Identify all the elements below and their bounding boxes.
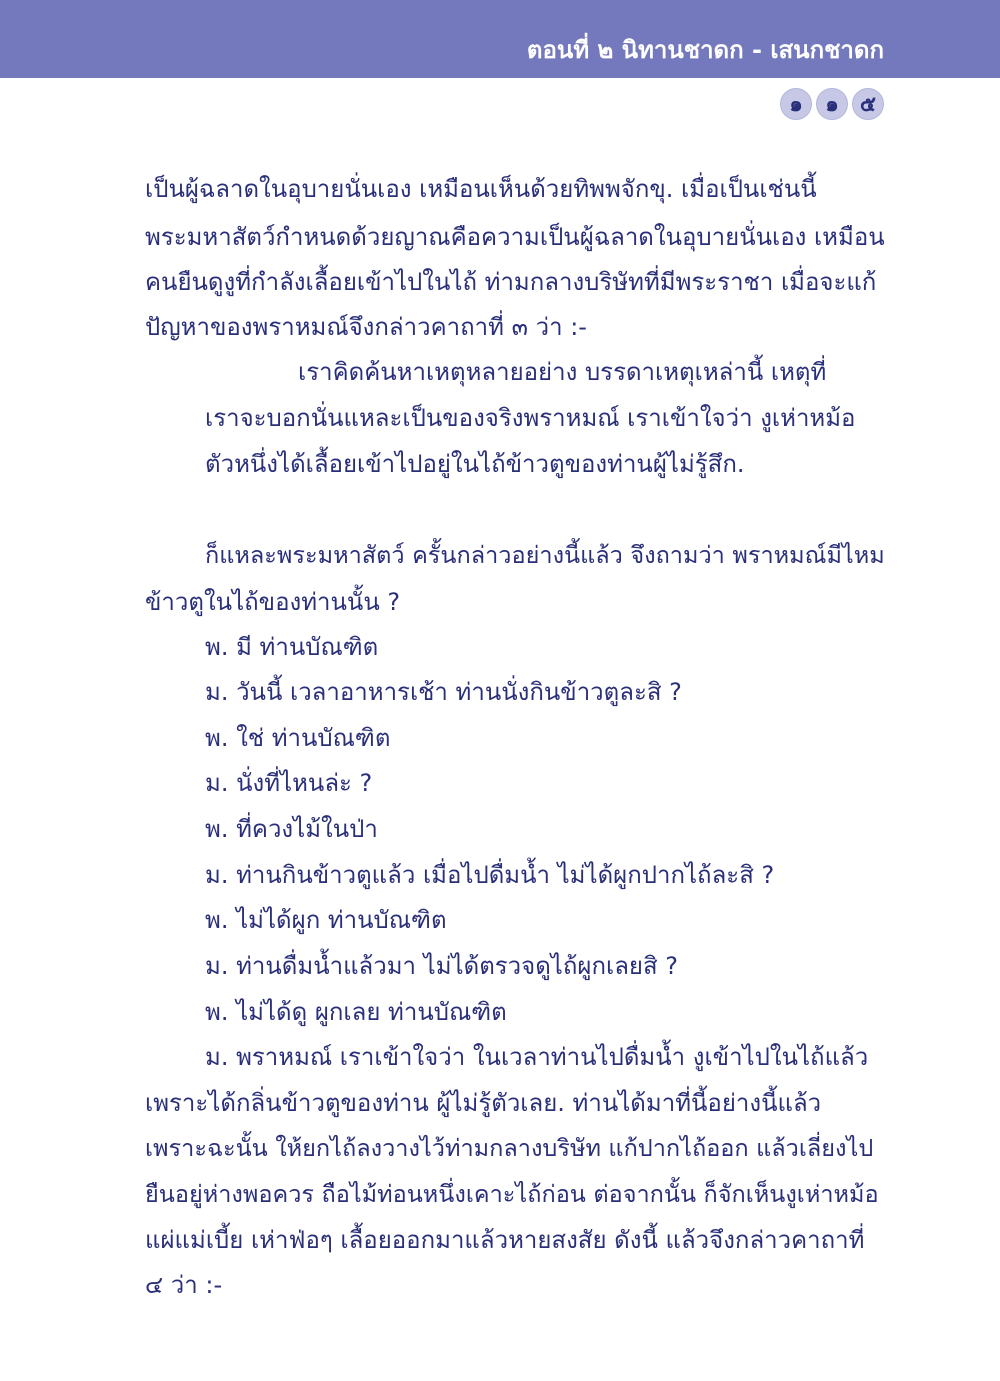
page-number (780, 88, 884, 120)
paragraph-line: เป็นผู้ฉลาดในอุบายนั่นเอง เหมือนเห็นด้วยทิพพจักขุ. เมื่อเป็นเช่นนี้ (145, 175, 817, 203)
paragraph-line: ก็แหละพระมหาสัตว์ ครั้นกล่าวอย่างนี้แล้ว จึงถามว่า พราหมณ์มีไหม (205, 541, 885, 569)
paragraph-line: เพราะได้กลิ่นข้าวตูของท่าน ผู้ไม่รู้ตัวเลย. ท่านได้มาที่นี้อย่างนี้แล้ว (145, 1089, 822, 1117)
verse-line: เราคิดค้นหาเหตุหลายอย่าง บรรดาเหตุเหล่านี้ เหตุที่ (298, 358, 827, 386)
page-digit: ๕ (852, 88, 884, 120)
dialogue-line: ม. นั่งที่ไหนล่ะ ? (205, 769, 373, 797)
dialogue-line: พ. ที่ควงไม้ในป่า (205, 815, 378, 843)
paragraph-line: ยืนอยู่ห่างพอควร ถือไม้ท่อนหนึ่งเคาะไถ้ก่อน ต่อจากนั้น ก็จักเห็นงูเห่าหม้อ (145, 1180, 879, 1208)
verse-line: ตัวหนึ่งได้เลื้อยเข้าไปอยู่ในไถ้ข้าวตูของท่านผู้ไม่รู้สึก. (205, 450, 745, 478)
page-digit: ๑ (780, 88, 812, 120)
chapter-title: ตอนที่ ๒ นิทานชาดก - เสนกชาดก (526, 36, 884, 64)
dialogue-line: ม. วันนี้ เวลาอาหารเช้า ท่านนั่งกินข้าวตูละสิ ? (205, 678, 682, 706)
paragraph-line: แผ่แม่เบี้ย เห่าฟ่อๆ เลื้อยออกมาแล้วหายสงสัย ดังนี้ แล้วจึงกล่าวคาถาที่ (145, 1226, 865, 1254)
dialogue-line: พ. มี ท่านบัณฑิต (205, 633, 379, 661)
header-band (0, 0, 1000, 78)
dialogue-line: ม. ท่านกินข้าวตูแล้ว เมื่อไปดื่มน้ำ ไม่ได้ผูกปากไถ้ละสิ ? (205, 861, 775, 889)
dialogue-line: ม. ท่านดื่มน้ำแล้วมา ไม่ได้ตรวจดูไถ้ผูกเลยสิ ? (205, 952, 678, 980)
paragraph-line: ๔ ว่า :- (145, 1271, 223, 1299)
dialogue-line: พ. ไม่ได้ผูก ท่านบัณฑิต (205, 906, 447, 934)
paragraph-line: เพราะฉะนั้น ให้ยกไถ้ลงวางไว้ท่ามกลางบริษัท แก้ปากไถ้ออก แล้วเลี่ยงไป (145, 1134, 874, 1162)
dialogue-line: พ. ใช่ ท่านบัณฑิต (205, 724, 391, 752)
paragraph-line: คนยืนดูงูที่กำลังเลื้อยเข้าไปในไถ้ ท่ามกลางบริษัทที่มีพระราชา เมื่อจะแก้ (145, 268, 877, 296)
paragraph-line: พระมหาสัตว์กำหนดด้วยญาณคือความเป็นผู้ฉลาดในอุบายนั่นเอง เหมือน (145, 223, 885, 251)
paragraph-line: ปัญหาของพราหมณ์จึงกล่าวคาถาที่ ๓ ว่า :- (145, 313, 587, 341)
paragraph-line: ม. พราหมณ์ เราเข้าใจว่า ในเวลาท่านไปดื่มน้ำ งูเข้าไปในไถ้แล้ว (205, 1043, 869, 1071)
verse-line: เราจะบอกนั่นแหละเป็นของจริงพราหมณ์ เราเข้าใจว่า งูเห่าหม้อ (205, 404, 856, 432)
paragraph-line: ข้าวตูในไถ้ของท่านนั้น ? (145, 588, 401, 616)
dialogue-line: พ. ไม่ได้ดู ผูกเลย ท่านบัณฑิต (205, 998, 507, 1026)
page-digit: ๑ (816, 88, 848, 120)
